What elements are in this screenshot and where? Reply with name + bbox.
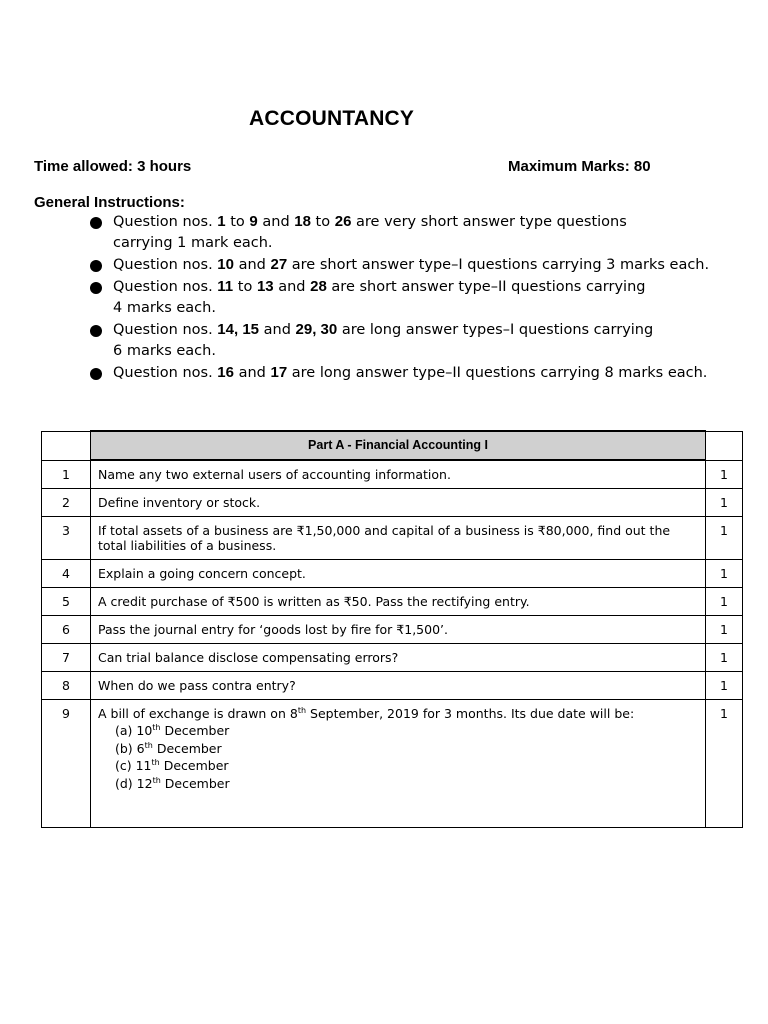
question-marks: 1 (706, 672, 743, 700)
instructions-list (88, 211, 758, 384)
instructions-heading: General Instructions: (34, 194, 185, 211)
answer-option: (b) 6th December (115, 740, 222, 756)
instruction-item: Question nos. 10 and 27 are short answer type–I questions carrying 3 marks each. (88, 254, 758, 276)
question-number: 3 (42, 517, 91, 560)
question-text: A credit purchase of ₹500 is written as ₹50. Pass the rectifying entry. (91, 588, 706, 616)
question-number: 6 (42, 616, 91, 644)
question-number: 7 (42, 644, 91, 672)
table-row (42, 616, 743, 644)
instruction-item: Question nos. 11 to 13 and 28 are short answer type–II questions carrying 4 marks each. (88, 276, 758, 319)
questions-table (41, 430, 743, 828)
question-text: Name any two external users of accounting information. (91, 460, 706, 489)
table-row (42, 588, 743, 616)
question-marks: 1 (706, 588, 743, 616)
maximum-marks: Maximum Marks: 80 (508, 158, 651, 175)
question-number: 2 (42, 489, 91, 517)
answer-option: (a) 10th December (115, 722, 230, 738)
table-row (42, 517, 743, 560)
question-text: When do we pass contra entry? (91, 672, 706, 700)
question-text: Pass the journal entry for ‘goods lost by fire for ₹1,500’. (91, 616, 706, 644)
question-text: Define inventory or stock. (91, 489, 706, 517)
header-blank-cell (706, 431, 743, 460)
question-number: 9 (42, 700, 91, 828)
question-marks: 1 (706, 644, 743, 672)
answer-option: (c) 11th December (115, 757, 229, 773)
table-header-row (42, 431, 743, 460)
instruction-item: Question nos. 14, 15 and 29, 30 are long answer types–I questions carrying 6 marks each. (88, 319, 758, 362)
question-number: 1 (42, 460, 91, 489)
question-marks: 1 (706, 700, 743, 828)
answer-option: (d) 12th December (115, 775, 230, 791)
question-number: 5 (42, 588, 91, 616)
question-text: Explain a going concern concept. (91, 560, 706, 588)
question-text: A bill of exchange is drawn on 8th September, 2019 for 3 months. Its due date will be: (a) 10th December (b) 6th December (c) 11th December (d) 12th December (91, 700, 706, 828)
part-title: Part A - Financial Accounting I (91, 431, 706, 460)
question-number: 8 (42, 672, 91, 700)
question-marks: 1 (706, 517, 743, 560)
table-row (42, 700, 743, 828)
question-marks: 1 (706, 460, 743, 489)
question-marks: 1 (706, 560, 743, 588)
page-title: ACCOUNTANCY (249, 107, 415, 130)
instruction-item: Question nos. 16 and 17 are long answer type–II questions carrying 8 marks each. (88, 362, 758, 384)
question-marks: 1 (706, 616, 743, 644)
instruction-item: Question nos. 1 to 9 and 18 to 26 are very short answer type questions carrying 1 mark each. (88, 211, 758, 254)
question-text: Can trial balance disclose compensating errors? (91, 644, 706, 672)
time-allowed: Time allowed: 3 hours (34, 158, 192, 175)
question-marks: 1 (706, 489, 743, 517)
header-blank-cell (42, 431, 91, 460)
table-row (42, 460, 743, 489)
table-row (42, 560, 743, 588)
table-row (42, 489, 743, 517)
table-row (42, 672, 743, 700)
table-row (42, 644, 743, 672)
answer-options (115, 722, 698, 792)
question-text: If total assets of a business are ₹1,50,000 and capital of a business is ₹80,000, find out the total liabilities of a business. (91, 517, 706, 560)
question-number: 4 (42, 560, 91, 588)
